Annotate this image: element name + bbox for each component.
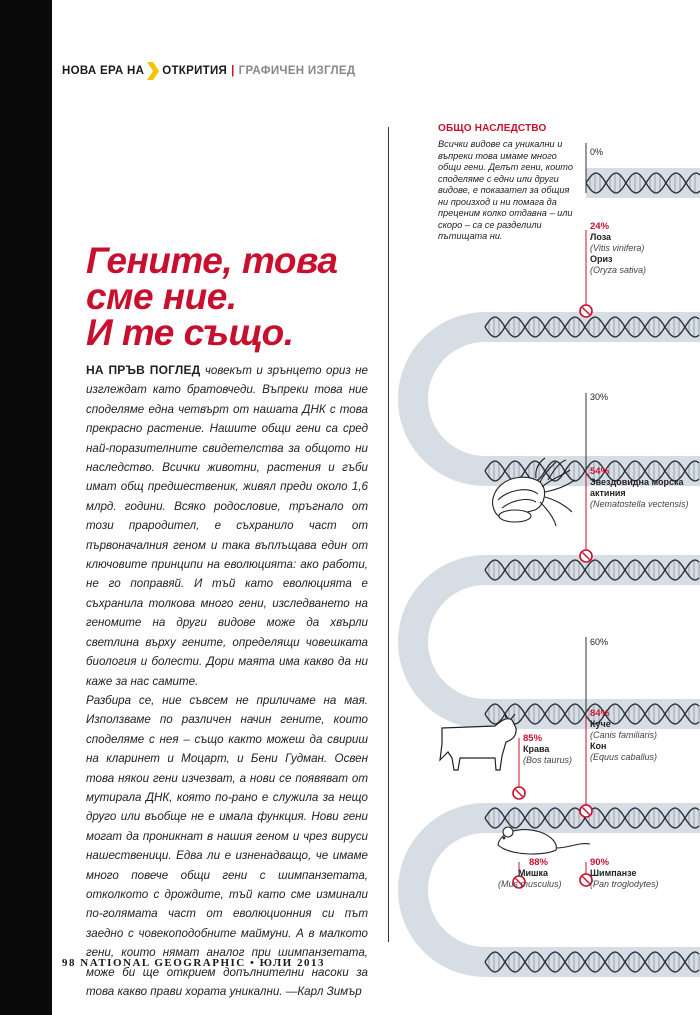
species-name: Кон bbox=[590, 741, 607, 751]
species-label-mouse bbox=[498, 857, 562, 890]
species-label-cow bbox=[523, 733, 572, 766]
species-scientific: (Bos taurus) bbox=[523, 755, 573, 765]
species-scientific: (Pan troglodytes) bbox=[590, 879, 659, 889]
species-scientific: (Canis familiaris) bbox=[590, 730, 658, 740]
species-name: Мишка bbox=[517, 868, 548, 878]
species-name: Шимпанзе bbox=[590, 868, 637, 878]
species-scientific: (Mus musculus) bbox=[498, 879, 562, 889]
species-scientific: (Nematostella vectensis) bbox=[590, 499, 689, 509]
title-line: И те също. bbox=[86, 312, 294, 353]
byline: —Карл Зимър bbox=[285, 985, 362, 998]
species-scientific: (Oryza sativa) bbox=[590, 265, 647, 275]
tick-label-30: 30% bbox=[590, 392, 609, 402]
species-name: Лоза bbox=[590, 232, 612, 242]
species-percent: 54% bbox=[590, 466, 610, 477]
species-scientific: (Vitis vinifera) bbox=[590, 243, 645, 253]
species-label-anemone bbox=[590, 466, 698, 510]
lead-in: НА ПРЪВ ПОГЛЕД bbox=[86, 363, 201, 377]
species-percent: 90% bbox=[590, 857, 610, 868]
species-percent: 85% bbox=[523, 733, 543, 744]
paragraph-1-text: човекът и зрънцето ориз не изглеждат като братовчеди. Въпреки това ние споделяме една четвърт от нашата ДНК с това прекрасно растение. Нашите общи гени са сред най-поразителните свидетелства за общото ни наследство. Всички животни, растения и гъби имат общ предшественик, живял преди около 1,6 млрд. години. Всяко родословие, тръгнало от този прародител, е съхранило част от първоначалния геном и така въплъщава един от ключовите принципи на еволюцията: ако работи, не го поправяй. И тъй като еволюцията е съхранила толкова много гени, изследването на геномите на други видове може да хвърли светлина върху гените, определящи човешката биология и болести. Дори маята има какво да ни каже за нас самите. bbox=[86, 364, 369, 688]
species-name: Крава bbox=[523, 744, 550, 754]
title-line: сме ние. bbox=[86, 276, 237, 317]
graphic-title: ОБЩО НАСЛЕДСТВО bbox=[438, 123, 547, 134]
header-section: ГРАФИЧЕН ИЗГЛЕД bbox=[238, 65, 356, 77]
percent-markers bbox=[513, 305, 592, 888]
title-line: Гените, това bbox=[86, 240, 338, 281]
species-percent: 84% bbox=[590, 708, 610, 719]
paragraph-2-text: Разбира се, ние съвсем не приличаме на мая. Използваме по различен начин гените, които споделяме с нея – също както можеш да свириш на кларинет и Моцарт, и Бени Гудман. Освен това някои гени изчезват, а нови се появяват от мутирала ДНК, която по-рано е служила за нещо друго или въобще не е имала функция. Нови гени могат да проникнат в нашия геном и чрез вируси нашественици. Едва ли е изненадващо, че имаме много повече общи гени с шимпанзетата, отколкото с дрождите, тъй като сме изминали по-голямата част от еволюционния си път заедно с човекоподобните маймуни. А в малкото гени, които нямат аналог при шимпанзетата, може би ще открием допълнителни насоки за това какво прави хората уникални. bbox=[86, 693, 368, 998]
species-name: Ориз bbox=[590, 254, 613, 264]
species-name: Звездовидна морска актиния bbox=[590, 477, 684, 498]
page-footer: 98 NATIONAL GEOGRAPHIC • ЮЛИ 2013 bbox=[62, 957, 325, 969]
species-label-grape-rice bbox=[590, 221, 646, 276]
header-part2: ОТКРИТИЯ bbox=[162, 65, 228, 77]
graphic-description: Всички видове са уникални и въпреки това имаме много общи гени. Делът гени, които споделяме с едни или други видове, е показател за общия ни произход и ни помага да преценим колко отдавна – или скоро – са се разделили пътищата ни. bbox=[438, 139, 573, 241]
tick-label-0: 0% bbox=[590, 147, 604, 157]
header-separator: | bbox=[231, 65, 235, 77]
species-label-dog-horse bbox=[590, 708, 657, 763]
species-label-chimpanzee bbox=[590, 857, 659, 890]
species-percent: 24% bbox=[590, 221, 610, 232]
species-name: Куче bbox=[590, 719, 611, 729]
species-percent: 88% bbox=[528, 857, 548, 868]
tick-label-60: 60% bbox=[590, 637, 609, 647]
species-scientific: (Equus caballus) bbox=[590, 752, 658, 762]
header-part1: НОВА ЕРА НА bbox=[62, 65, 145, 77]
